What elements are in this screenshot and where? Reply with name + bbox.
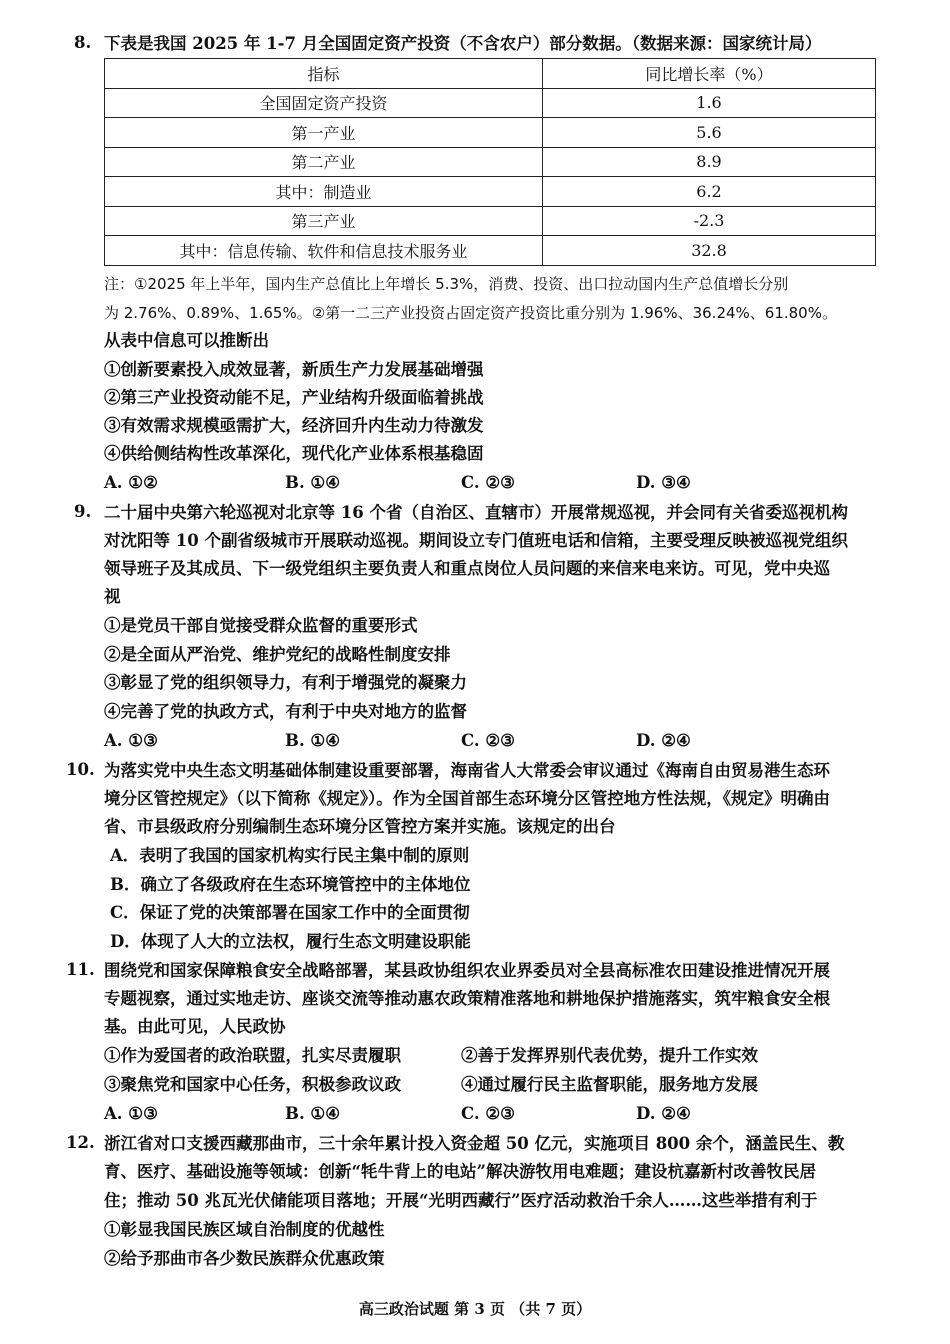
q9-stem-line4: 视 [104, 587, 121, 606]
q10-choice-d[interactable]: D．体现了人大的立法权，履行生态文明建设职能 [110, 932, 471, 951]
q11-option-a[interactable]: A. ①③ [104, 1104, 158, 1123]
q9-item-1: ①是党员干部自觉接受群众监督的重要形式 [104, 616, 418, 635]
table-header-growth: 同比增长率（%） [543, 59, 876, 89]
q10-choice-b[interactable]: B．确立了各级政府在生态环境管控中的主体地位 [110, 875, 471, 894]
table-cell-label: 全国固定资产投资 [105, 88, 543, 118]
q10-stem-line2: 境分区管控规定》（以下简称《规定》）。作为全国首部生态环境分区管控地方性法规，《规定》明确由 [104, 789, 830, 808]
table-cell-value: 6.2 [543, 177, 876, 207]
table-cell-label: 第三产业 [105, 206, 543, 236]
q11-number: 11. [66, 960, 95, 979]
q10-number: 10. [66, 760, 95, 779]
q12-stem-line1: 浙江省对口支援西藏那曲市，三十余年累计投入资金超 50 亿元，实施项目 800 余个，涵盖民生、教 [104, 1134, 845, 1153]
table-header-indicator: 指标 [105, 59, 543, 89]
q8-item-2: ②第三产业投资动能不足，产业结构升级面临着挑战 [104, 388, 484, 407]
table-row [105, 88, 876, 118]
q11-stem-line3: 基。由此可见，人民政协 [104, 1017, 286, 1036]
q12-item-2: ②给予那曲市各少数民族群众优惠政策 [104, 1249, 385, 1268]
q10-choice-a[interactable]: A．表明了我国的国家机构实行民主集中制的原则 [110, 846, 470, 865]
q11-stem-line2: 专题视察，通过实地走访、座谈交流等推动惠农政策精准落地和耕地保护措施落实，筑牢粮食安全根 [104, 989, 830, 1008]
q10-stem-line3: 省、市县级政府分别编制生态环境分区管控方案并实施。该规定的出台 [104, 817, 616, 836]
table-row [105, 206, 876, 236]
table-header-row [105, 59, 876, 89]
q11-item-3: ③聚焦党和国家中心任务，积极参政议政 [104, 1075, 401, 1094]
q9-option-b[interactable]: B. ①④ [285, 731, 341, 750]
q8-data-table [104, 58, 876, 266]
q9-option-a[interactable]: A. ①③ [104, 731, 158, 750]
q8-lead: 从表中信息可以推断出 [104, 331, 269, 350]
q8-option-d[interactable]: D. ③④ [636, 473, 691, 492]
q11-item-4: ④通过履行民主监督职能，服务地方发展 [461, 1075, 758, 1094]
q8-option-a[interactable]: A. ①② [104, 473, 158, 492]
q9-item-2: ②是全面从严治党、维护党纪的战略性制度安排 [104, 645, 451, 664]
table-row [105, 177, 876, 207]
q11-option-b[interactable]: B. ①④ [285, 1104, 341, 1123]
q9-stem-line1: 二十届中央第六轮巡视对北京等 16 个省（自治区、直辖市）开展常规巡视，并会同有关省委巡视机构 [104, 503, 848, 522]
table-cell-value: 1.6 [543, 88, 876, 118]
q11-option-c[interactable]: C. ②③ [461, 1104, 515, 1123]
q11-stem-line1: 围绕党和国家保障粮食安全战略部署，某县政协组织农业界委员对全县高标准农田建设推进情况开展 [104, 961, 830, 980]
table-cell-value: 32.8 [543, 236, 876, 266]
q11-item-2: ②善于发挥界别代表优势，提升工作实效 [461, 1046, 758, 1065]
page-footer: 高三政治试题 第 3 页 （共 7 页） [358, 1300, 592, 1318]
table-cell-value: 8.9 [543, 147, 876, 177]
q12-stem-line3: 住；推动 50 兆瓦光伏储能项目落地；开展“光明西藏行”医疗活动救治千余人……这些举措有利于 [104, 1191, 818, 1210]
q8-item-4: ④供给侧结构性改革深化，现代化产业体系根基稳固 [104, 444, 484, 463]
table-row [105, 147, 876, 177]
q12-stem-line2: 育、医疗、基础设施等领域：创新“牦牛背上的电站”解决游牧用电难题；建设杭嘉新村改善牧民居 [104, 1162, 816, 1181]
q8-option-b[interactable]: B. ①④ [285, 473, 341, 492]
table-cell-label: 第一产业 [105, 118, 543, 148]
q9-number: 9. [74, 502, 92, 521]
q8-note-line2: 为 2.76%、0.89%、1.65%。②第一二三产业投资占固定资产投资比重分别为 1.96%、36.24%、61.80%。 [104, 304, 837, 322]
table-row [105, 118, 876, 148]
q11-option-d[interactable]: D. ②④ [636, 1104, 691, 1123]
q8-item-1: ①创新要素投入成效显著，新质生产力发展基础增强 [104, 360, 484, 379]
q8-option-c[interactable]: C. ②③ [461, 473, 515, 492]
q8-number: 8. [74, 33, 92, 52]
q8-item-3: ③有效需求规模亟需扩大，经济回升内生动力待激发 [104, 416, 484, 435]
q9-stem-line2: 对沈阳等 10 个副省级城市开展联动巡视。期间设立专门值班电话和信箱，主要受理反映被巡视党组织 [104, 531, 848, 550]
q9-item-3: ③彰显了党的组织领导力，有利于增强党的凝聚力 [104, 673, 467, 692]
table-row [105, 236, 876, 266]
q9-stem-line3: 领导班子及其成员、下一级党组织主要负责人和重点岗位人员问题的来信来电来访。可见，党中央巡 [104, 559, 830, 578]
table-cell-label: 其中：信息传输、软件和信息技术服务业 [105, 236, 543, 266]
q8-stem: 下表是我国 2025 年 1-7 月全国固定资产投资（不含农户）部分数据。（数据来源：国家统计局） [104, 34, 822, 53]
q12-number: 12. [66, 1133, 95, 1152]
q9-option-d[interactable]: D. ②④ [636, 731, 691, 750]
q9-item-4: ④完善了党的执政方式，有利于中央对地方的监督 [104, 702, 467, 721]
table-cell-label: 第二产业 [105, 147, 543, 177]
table-cell-value: 5.6 [543, 118, 876, 148]
q11-item-1: ①作为爱国者的政治联盟，扎实尽责履职 [104, 1046, 401, 1065]
q9-option-c[interactable]: C. ②③ [461, 731, 515, 750]
q10-stem-line1: 为落实党中央生态文明基础体制建设重要部署，海南省人大常委会审议通过《海南自由贸易港生态环 [104, 761, 830, 780]
q8-note-line1: 注：①2025 年上半年，国内生产总值比上年增长 5.3%，消费、投资、出口拉动国内生产总值增长分别 [104, 275, 789, 293]
q12-item-1: ①彰显我国民族区域自治制度的优越性 [104, 1220, 385, 1239]
q10-choice-c[interactable]: C．保证了党的决策部署在国家工作中的全面贯彻 [110, 903, 470, 922]
table-cell-label: 其中：制造业 [105, 177, 543, 207]
table-cell-value: -2.3 [543, 206, 876, 236]
